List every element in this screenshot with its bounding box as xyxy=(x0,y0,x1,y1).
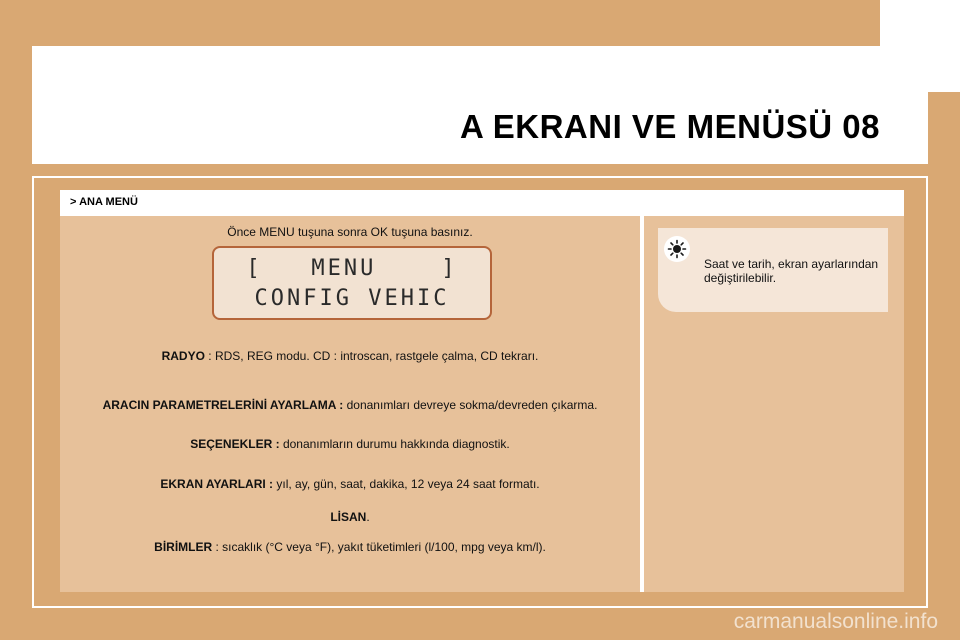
menu-item-text: sıcaklık (°C veya °F), yakıt tüketimleri (l/100, mpg veya km/l). xyxy=(222,540,546,554)
menu-item-options xyxy=(60,437,640,451)
menu-item-text: donanımları devreye sokma/devreden çıkarma. xyxy=(346,398,598,412)
lcd-display xyxy=(212,246,492,320)
section-header xyxy=(60,190,904,216)
lcd-line-2: CONFIG VEHIC xyxy=(254,286,450,311)
menu-item-vehicle-params xyxy=(60,398,640,412)
menu-item-label: SEÇENEKLER : xyxy=(190,437,280,451)
watermark: carmanualsonline.info xyxy=(733,610,938,633)
page-title: A EKRANI VE MENÜSÜ 08 xyxy=(459,108,880,145)
lcd-line-1: [ MENU ] xyxy=(246,256,458,281)
menu-item-text: . xyxy=(366,510,370,524)
menu-item-separator: : xyxy=(212,540,223,554)
menu-item-units xyxy=(60,540,640,554)
menu-item-text: donanımların durumu hakkında diagnostik. xyxy=(282,437,510,451)
light-bulb-icon xyxy=(664,236,690,262)
menu-item-text: RDS, REG modu. CD : introscan, rastgele çalma, CD tekrarı. xyxy=(214,349,539,363)
tip-text: Saat ve tarih, ekran ayarlarından değiştirilebilir. xyxy=(704,257,879,285)
menu-item-label: ARACIN PARAMETRELERİNİ AYARLAMA : xyxy=(102,398,344,412)
menu-item-radio xyxy=(60,349,640,363)
menu-item-text: yıl, ay, gün, saat, dakika, 12 veya 24 saat formatı. xyxy=(276,477,540,491)
menu-item-label: RADYO xyxy=(161,349,205,363)
menu-item-display-settings xyxy=(60,477,640,491)
menu-item-language xyxy=(60,510,640,524)
intro-text: Önce MENU tuşuna sonra OK tuşuna basınız. xyxy=(227,225,473,239)
menu-item-separator: : xyxy=(204,349,215,363)
menu-item-label: LİSAN xyxy=(330,510,367,524)
title-band xyxy=(32,46,928,164)
menu-item-label: BİRİMLER xyxy=(154,540,213,554)
menu-item-label: EKRAN AYARLARI : xyxy=(160,477,274,491)
section-header-label: > ANA MENÜ xyxy=(70,196,138,208)
